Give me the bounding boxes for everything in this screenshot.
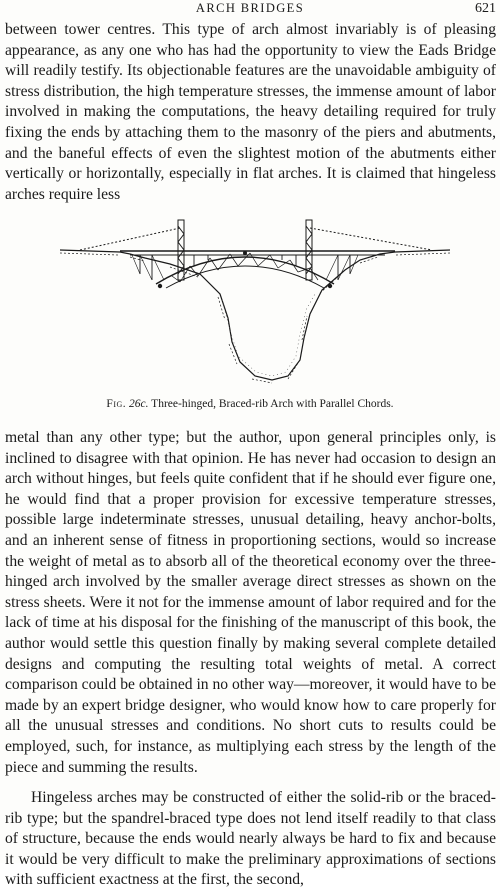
figure-label: Fig. bbox=[106, 398, 127, 410]
paragraph: Hingeless arches may be constructed of either the solid-rib or the braced-rib type; but the spandrel-braced type does not lend itself readily to that class of structure, because the ends would nearly always be hard to fix and because it would be very difficult to make the preliminary approximations of sections with sufficient exactness at the first, the second, bbox=[5, 789, 496, 889]
figure-caption-text: Three-hinged, Braced-rib Arch with Parallel Chords. bbox=[151, 398, 394, 410]
right-hinge bbox=[328, 284, 332, 288]
arch-bridge-figure bbox=[60, 210, 450, 388]
running-title: ARCH BRIDGES bbox=[195, 1, 305, 15]
ravine-hatching bbox=[60, 253, 450, 383]
arch-inner-rib bbox=[166, 266, 324, 288]
right-dotted-line bbox=[310, 228, 432, 250]
page-number: 621 bbox=[475, 1, 496, 16]
paragraph: between tower centres. This type of arch almost invariably is of pleasing appearance, as any one who has had the opportunity to view the Eads Bridge will readily testify. Its objectionable features are the unavoidable ambiguity of stress distribution, the high temperature stresses, the immense amount of labor involved in making the computations, the heavy detailing required for truly fixing the ends by attaching them to the masonry of the piers and abutments, and the baneful effects of even the slightest motion of the abutments either vertically or horizontally, especially in flat arches. It is claimed that hingeless arches require less bbox=[5, 21, 496, 203]
figure-caption bbox=[0, 398, 500, 410]
figure-number: 26c. bbox=[129, 398, 149, 410]
paragraph: metal than any other type; but the author, upon general principles only, is inclined to disagree with that opinion. He has never had occasion to design an arch without hinges, but feels quite confident that if he should ever figure one, he would find that a proper provision for excessive temperature stresses, possible large indeterminate stresses, unusual detailing, heavy anchor-bolts, and an inherent sense of fitness in proportioning sections, would so increase the weight of metal as to absorb all of the theoretical economy over the three-hinged arch involved by the smaller average direct stresses as shown on the stress sheets. Were it not for the immense amount of labor required and for the lack of time at his disposal for the finishing of the manuscript of this book, the author would settle this question finally by making several complete detailed designs and computing the resulting total weights of metal. A correct comparison could be obtained in no other way—moreover, it would have to be made by an expert bridge designer, who would know how to care properly for all the unusual stresses and conditions. No short cuts to results could be employed, such, for instance, as multiplying each stress by the length of the piece and summing the results. bbox=[5, 429, 496, 776]
ravine-outline bbox=[60, 250, 450, 380]
left-dotted-line bbox=[80, 228, 180, 250]
arch-bridge-drawing bbox=[60, 210, 450, 388]
crown-hinge bbox=[243, 251, 247, 255]
ravine-inner-shading bbox=[222, 292, 316, 376]
left-hinge bbox=[158, 284, 162, 288]
